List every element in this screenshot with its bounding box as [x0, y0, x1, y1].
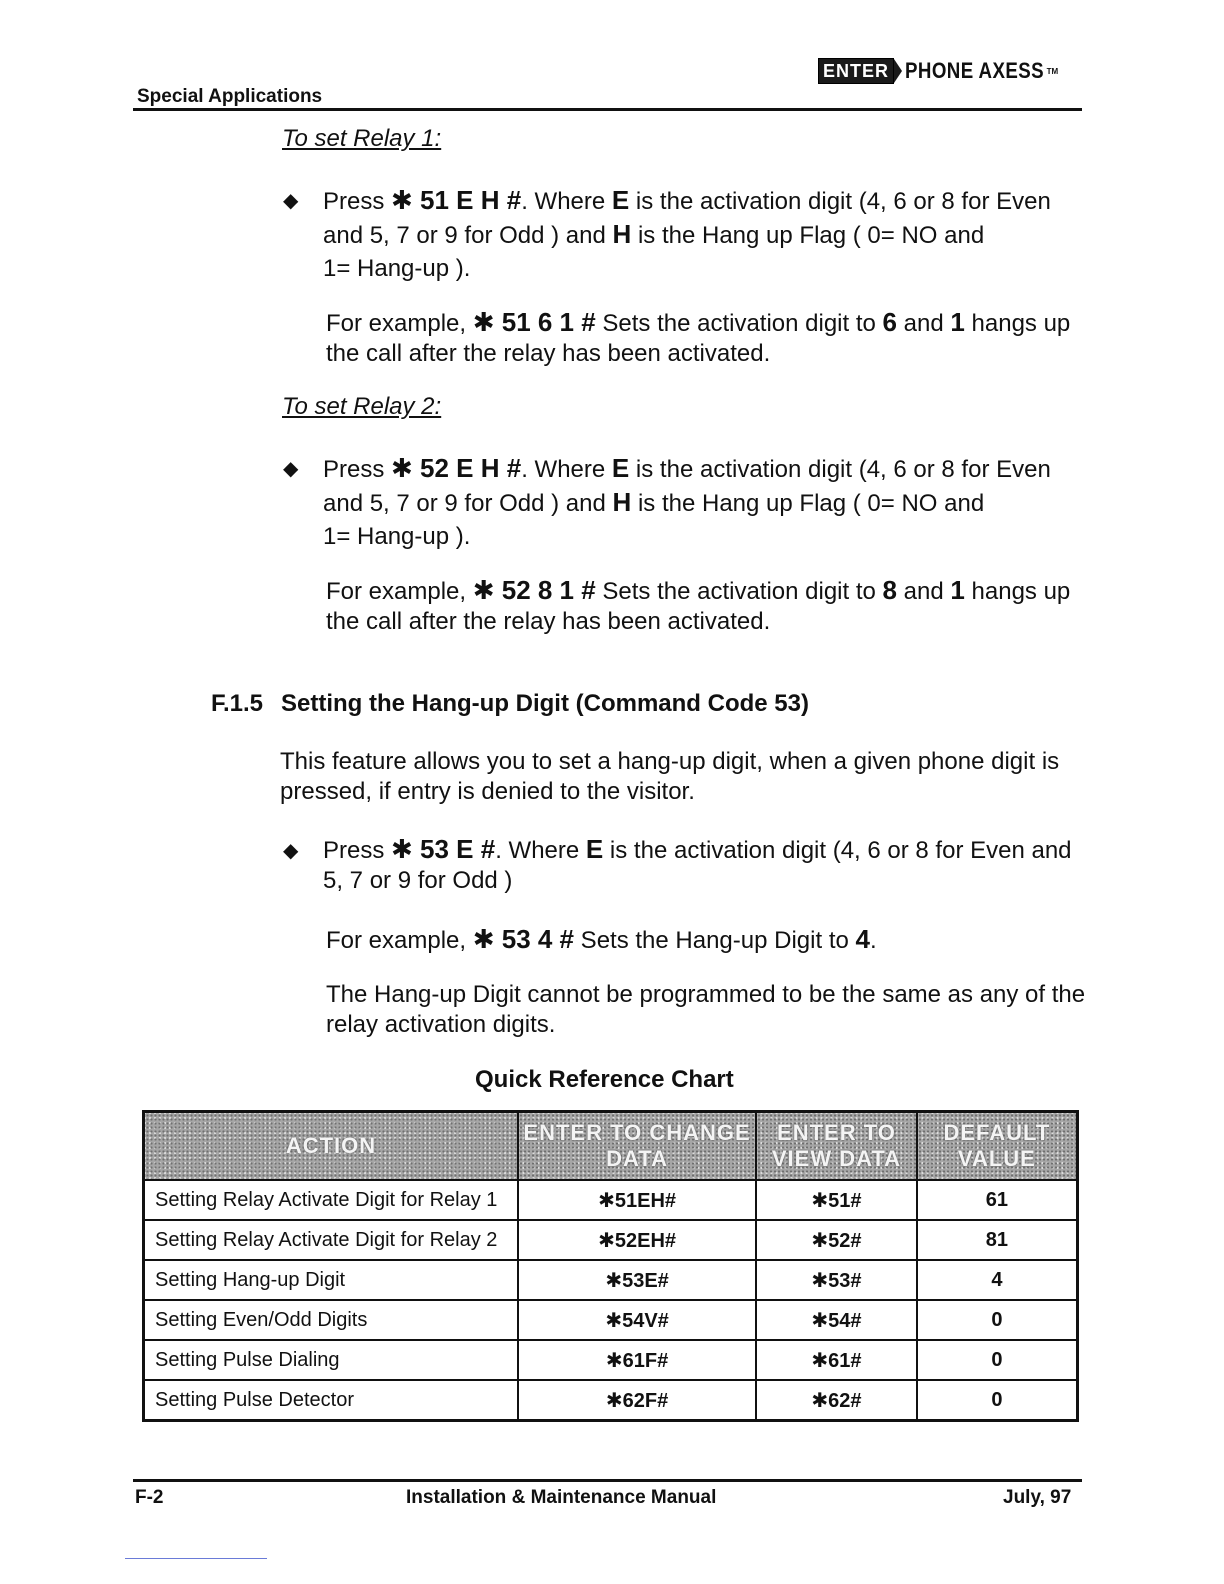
- relay2-instruction: [283, 452, 1083, 553]
- cell-change-code: ✱61F#: [518, 1340, 756, 1380]
- table-row: [144, 1380, 1078, 1421]
- scan-artifact-line: [125, 1558, 267, 1559]
- relay2-command: ✱ 52 E H #: [391, 453, 522, 483]
- cell-change-code: ✱53E#: [518, 1260, 756, 1300]
- section-note: The Hang-up Digit cannot be programmed to be the same as any of the relay activation digits.: [326, 981, 1086, 1038]
- relay2-heading: To set Relay 2:: [282, 393, 442, 420]
- cell-default: 81: [917, 1220, 1078, 1260]
- brand-logo: [818, 58, 1058, 84]
- cell-change-code: ✱54V#: [518, 1300, 756, 1340]
- header-action: ACTION: [144, 1112, 518, 1181]
- brand-name: PHONE AXESS: [905, 58, 1045, 83]
- table-row: [144, 1340, 1078, 1380]
- relay1-heading: To set Relay 1:: [282, 125, 442, 152]
- section-command: ✱ 53 E #: [391, 834, 496, 864]
- relay1-example: For example, ✱ 51 6 1 # Sets the activation digit to 6 and 1 hangs up the call after the relay has been activated.: [326, 307, 1071, 367]
- footer-rule: [133, 1479, 1082, 1482]
- cell-change-code: ✱51EH#: [518, 1180, 756, 1220]
- cell-default: 0: [917, 1380, 1078, 1421]
- cell-view-code: ✱53#: [756, 1260, 917, 1300]
- relay1-instruction-text: Press ✱ 51 E H #. Where E is the activation digit (4, 6 or 8 for Even and 5, 7 or 9 for Odd ) and H is the Hang up Flag ( 0= NO and 1= Hang-up ).: [323, 185, 1051, 282]
- relay1-command: ✱ 51 E H #: [391, 185, 522, 215]
- table-row: [144, 1180, 1078, 1220]
- brand-arrow-icon: [894, 59, 902, 83]
- cell-action: Setting Pulse Dialing: [144, 1340, 518, 1380]
- bullet-diamond-icon: ◆: [283, 190, 299, 212]
- cell-action: Setting Relay Activate Digit for Relay 2: [144, 1220, 518, 1260]
- relay1-example-command: ✱ 51 6 1 #: [472, 307, 596, 337]
- cell-default: 0: [917, 1300, 1078, 1340]
- chart-title: Quick Reference Chart: [475, 1066, 734, 1093]
- relay2-example-command: ✱ 52 8 1 #: [472, 575, 596, 605]
- footer-date: July, 97: [1003, 1487, 1072, 1508]
- cell-view-code: ✱54#: [756, 1300, 917, 1340]
- cell-action: Setting Pulse Detector: [144, 1380, 518, 1421]
- table-row: [144, 1220, 1078, 1260]
- relay2-instruction-text: Press ✱ 52 E H #. Where E is the activation digit (4, 6 or 8 for Even and 5, 7 or 9 for Odd ) and H is the Hang up Flag ( 0= NO and 1= Hang-up ).: [323, 453, 1051, 550]
- trademark-mark: TM: [1046, 66, 1059, 76]
- section-heading: [211, 690, 809, 718]
- header-rule: [133, 108, 1082, 111]
- section-instruction: [283, 834, 1083, 896]
- header-change-data: ENTER TO CHANGE DATA: [518, 1112, 756, 1181]
- section-example: For example, ✱ 53 4 # Sets the Hang-up Digit to 4.: [326, 924, 877, 954]
- cell-view-code: ✱52#: [756, 1220, 917, 1260]
- cell-change-code: ✱62F#: [518, 1380, 756, 1421]
- cell-action: Setting Even/Odd Digits: [144, 1300, 518, 1340]
- quick-reference-table: [142, 1110, 1079, 1422]
- relay2-example: For example, ✱ 52 8 1 # Sets the activation digit to 8 and 1 hangs up the call after the relay has been activated.: [326, 575, 1071, 635]
- section-header: Special Applications: [137, 86, 323, 107]
- cell-action: Setting Hang-up Digit: [144, 1260, 518, 1300]
- section-instruction-text: Press ✱ 53 E #. Where E is the activation digit (4, 6 or 8 for Even and 5, 7 or 9 for Odd ): [323, 834, 1072, 894]
- brand-box: ENTER: [818, 58, 894, 84]
- section-example-command: ✱ 53 4 #: [472, 924, 575, 954]
- relay1-instruction: [283, 184, 1083, 285]
- cell-view-code: ✱51#: [756, 1180, 917, 1220]
- section-intro: This feature allows you to set a hang-up digit, when a given phone digit is pressed, if entry is denied to the visitor.: [280, 748, 1060, 805]
- header-view-data: ENTER TO VIEW DATA: [756, 1112, 917, 1181]
- section-title: Setting the Hang-up Digit (Command Code 53): [281, 690, 809, 717]
- cell-action: Setting Relay Activate Digit for Relay 1: [144, 1180, 518, 1220]
- bullet-diamond-icon: ◆: [283, 840, 299, 862]
- header-default-value: DEFAULT VALUE: [917, 1112, 1078, 1181]
- cell-default: 61: [917, 1180, 1078, 1220]
- bullet-diamond-icon: ◆: [283, 458, 299, 480]
- cell-view-code: ✱61#: [756, 1340, 917, 1380]
- footer-page-number: F-2: [135, 1487, 164, 1508]
- table-header-row: [144, 1112, 1078, 1181]
- table-row: [144, 1300, 1078, 1340]
- section-number: F.1.5: [211, 690, 264, 717]
- cell-change-code: ✱52EH#: [518, 1220, 756, 1260]
- cell-view-code: ✱62#: [756, 1380, 917, 1421]
- cell-default: 4: [917, 1260, 1078, 1300]
- footer-manual-title: Installation & Maintenance Manual: [406, 1487, 717, 1508]
- cell-default: 0: [917, 1340, 1078, 1380]
- table-row: [144, 1260, 1078, 1300]
